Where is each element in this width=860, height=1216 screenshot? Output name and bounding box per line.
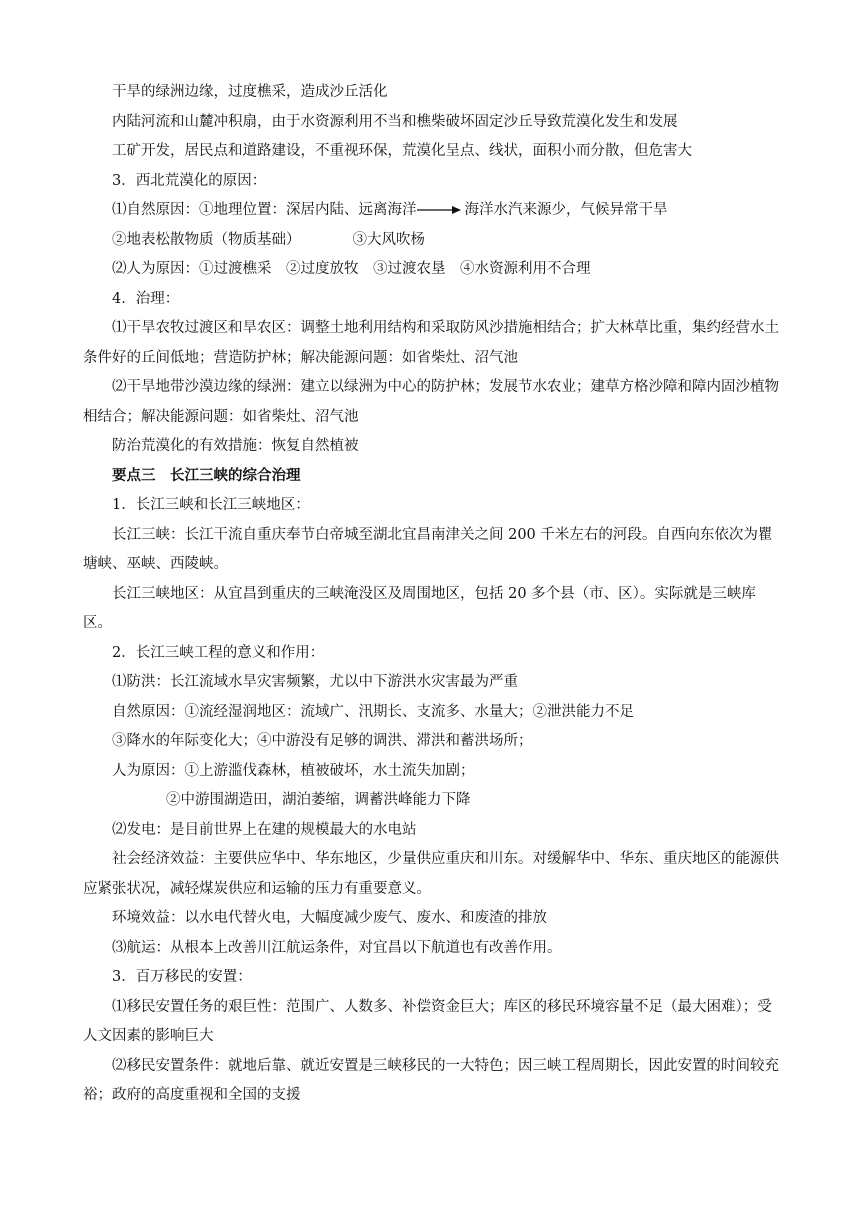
section-heading: 2．长江三峡工程的意义和作用： — [112, 644, 325, 661]
text-line: ③降水的年际变化大；④中游没有足够的调洪、滞洪和蓄洪场所； — [112, 733, 533, 749]
paragraph: 社会经济效益：主要供应华中、华东地区，少量供应重庆和川东。对缓解华中、华东、重庆地区的能源供应紧张状况，减轻煤炭供应和运输的压力有重要意义。 — [83, 851, 779, 897]
text-line: ②中游围湖造田，湖泊萎缩，调蓄洪峰能力下降 — [166, 792, 471, 808]
section-heading: 3．百万移民的安置： — [112, 969, 252, 985]
paragraph: ⑴移民安置任务的艰巨性：范围广、人数多、补偿资金巨大；库区的移民环境容量不足（最大困难）；受人文因素的影响巨大 — [83, 998, 772, 1044]
section-heading: 1．长江三峡和长江三峡地区： — [112, 497, 310, 513]
text-segment: ⑴自然原因：①地理位置：深居内陆、远离海洋 — [112, 202, 417, 218]
text-line: ⑶航运：从根本上改善川江航运条件，对宜昌以下航道也有改善作用。 — [112, 939, 562, 956]
text-line: 内陆河流和山麓冲积扇，由于水资源利用不当和樵柴破坏固定沙丘导致荒漠化发生和发展 — [112, 113, 678, 130]
paragraph: ⑵移民安置条件：就地后靠、就近安置是三峡移民的一大特色；因三峡工程周期长，因此安置的时间较充裕；政府的高度重视和全国的支援 — [83, 1057, 779, 1103]
text-line: 干旱的绿洲边缘，过度樵采，造成沙丘活化 — [112, 84, 388, 100]
section-heading: 4．治理： — [112, 290, 180, 307]
text-line: ⑵发电：是目前世界上在建的规模最大的水电站 — [112, 821, 417, 838]
paragraph: ⑵干旱地带沙漠边缘的绿洲：建立以绿洲为中心的防护林；发展节水农业；建草方格沙障和障内固沙植物相结合；解决能源问题：如省柴灶、沼气池 — [83, 379, 779, 425]
paragraph: 长江三峡：长江干流自重庆奉节白帝城至湖北宜昌南津关之间 200 千米左右的河段。自西向东依次为瞿塘峡、巫峡、西陵峡。 — [83, 526, 773, 572]
text-line — [83, 226, 783, 256]
text-line: ⑵人为原因：①过渡樵采 ②过度放牧 ③过渡农垦 ④水资源利用不合理 — [112, 261, 591, 277]
section-heading: 3．西北荒漠化的原因： — [112, 172, 267, 189]
section-title: 要点三 长江三峡的综合治理 — [112, 467, 301, 484]
text-segment: ③大风吹杨 — [352, 231, 425, 248]
text-segment: ②地表松散物质（物质基础） — [112, 231, 301, 248]
text-segment: 海洋水汽来源少，气候异常干旱 — [464, 202, 668, 218]
arrow-right-icon — [417, 205, 461, 215]
text-line: 人为原因：①上游滥伐森林，植被破坏，水土流失加剧； — [112, 762, 475, 779]
text-line: ⑴防洪：长江流域水旱灾害频繁，尤以中下游洪水灾害最为严重 — [112, 674, 518, 690]
paragraph: ⑴干旱农牧过渡区和旱农区：调整土地利用结构和采取防风沙措施相结合；扩大林草比重，集约经营水土条件好的丘间低地；营造防护林；解决能源问题：如省柴灶、沼气池 — [83, 320, 779, 366]
text-line: 自然原因：①流经湿润地区：流域广、汛期长、支流多、水量大；②泄洪能力不足 — [112, 703, 634, 720]
text-line: 防治荒漠化的有效措施：恢复自然植被 — [112, 438, 359, 454]
paragraph: 长江三峡地区：从宜昌到重庆的三峡淹没区及周围地区，包括 20 多个县（市、区）。实际就是三峡库区。 — [83, 585, 756, 631]
text-line: 环境效益：以水电代替火电，大幅度减少废气、废水、和废渣的排放 — [112, 910, 547, 926]
document-page — [83, 78, 783, 1111]
text-line: 工矿开发，居民点和道路建设，不重视环保，荒漠化呈点、线状，面积小而分散，但危害大 — [112, 143, 692, 159]
text-line — [83, 196, 783, 226]
